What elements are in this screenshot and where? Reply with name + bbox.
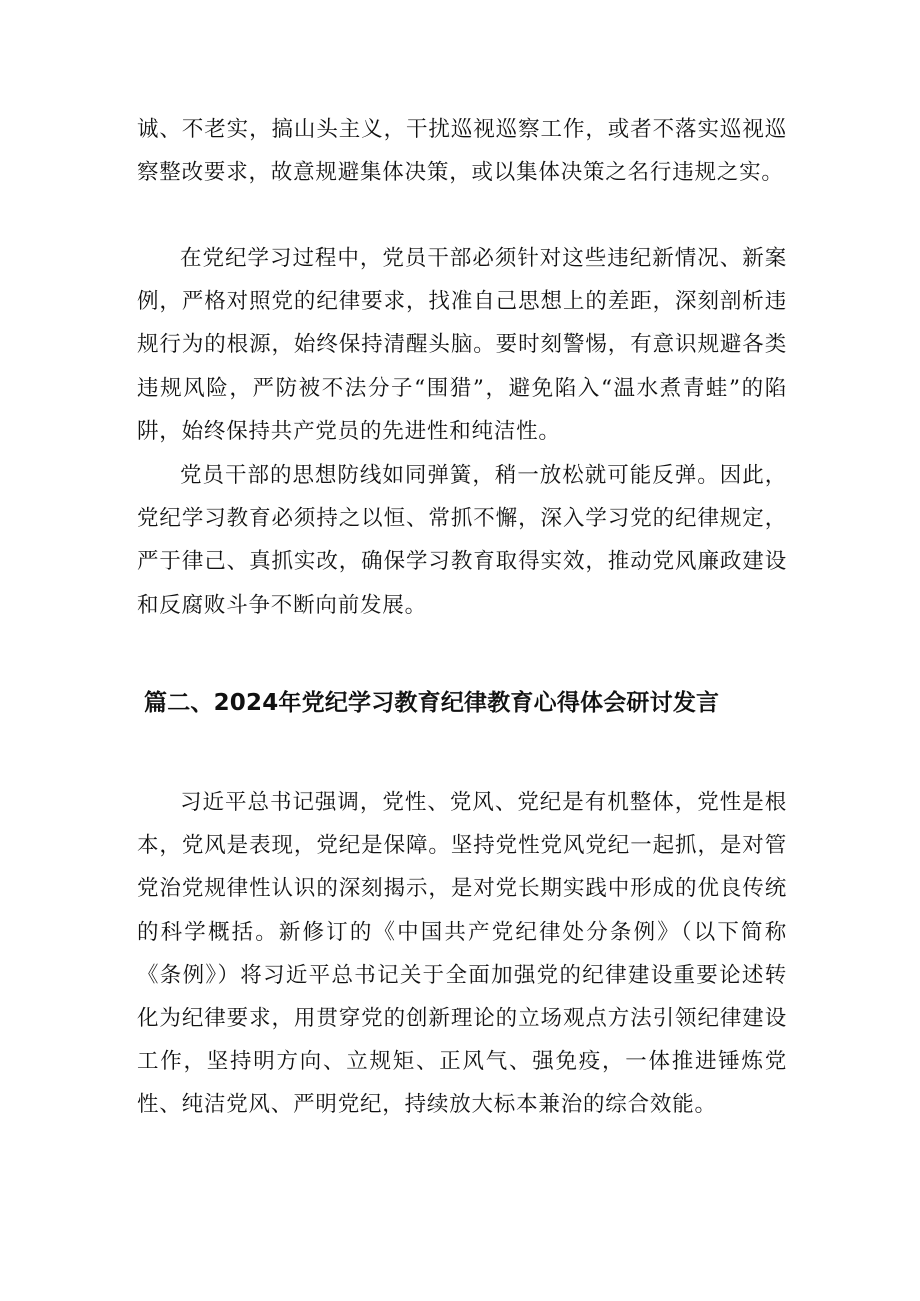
paragraph-continued: 诚、不老实，搞山头主义，干扰巡视巡察工作，或者不落实巡视巡察整改要求，故意规避集体决策，或以集体决策之名行违规之实。 <box>137 117 787 186</box>
section-heading: 篇二、2024年党纪学习教育纪律教育心得体会研讨发言 <box>144 690 720 716</box>
paragraph-party-discipline-study: 在党纪学习过程中，党员干部必须针对这些违纪新情况、新案例，严格对照党的纪律要求，找准自己思想上的差距，深刻剖析违规行为的根源，始终保持清醒头脑。要时刻警惕，有意识规避各类违规风险，严防被不法分子“围猎”，避免陷入“温水煮青蛙”的陷阱，始终保持共产党员的先进性和纯洁性。 <box>137 246 787 444</box>
paragraph-xi-emphasis: 习近平总书记强调，党性、党风、党纪是有机整体，党性是根本，党风是表现，党纪是保障。坚持党性党风党纪一起抓，是对管党治党规律性认识的深刻揭示，是对党长期实践中形成的优良传统的科学概括。新修订的《中国共产党纪律处分条例》（以下简称《条例》）将习近平总书记关于全面加强党的纪律建设重要论述转化为纪律要求，用贯穿党的创新理论的立场观点方法引领纪律建设工作，坚持明方向、立规矩、正风气、强免疫，一体推进锤炼党性、纯洁党风、严明党纪，持续放大标本兼治的综合效能。 <box>137 790 787 1118</box>
paragraph-ideological-defense: 党员干部的思想防线如同弹簧，稍一放松就可能反弹。因此，党纪学习教育必须持之以恒、常抓不懈，深入学习党的纪律规定，严于律己、真抓实改，确保学习教育取得实效，推动党风廉政建设和反腐败斗争不断向前发展。 <box>137 463 787 618</box>
